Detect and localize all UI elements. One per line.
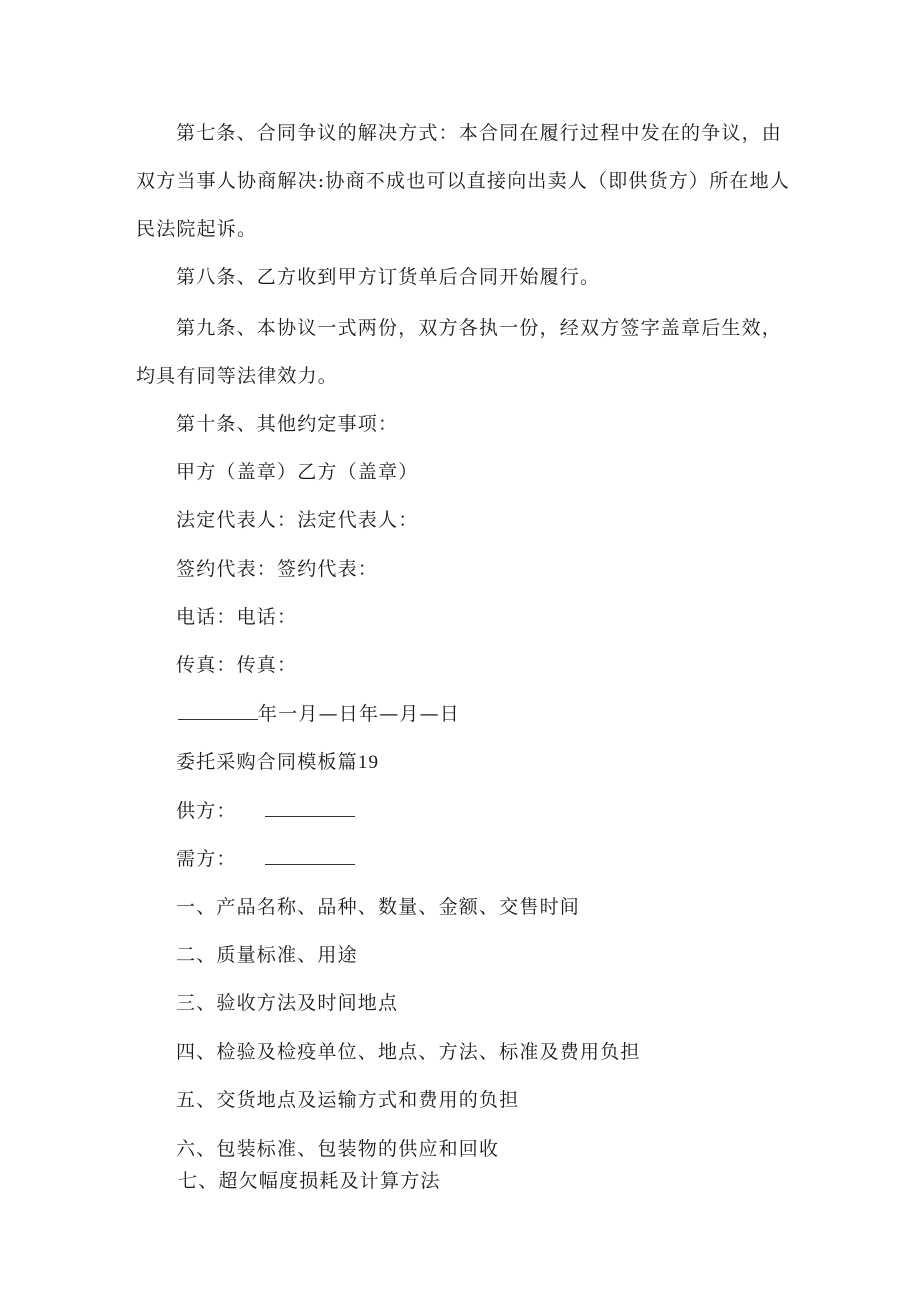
- item-1: 一、产品名称、品种、数量、金额、交售时间: [176, 896, 581, 918]
- buyer-line: [176, 846, 355, 871]
- item-3: 三、验收方法及时间地点: [176, 992, 399, 1014]
- item-7: 七、超欠幅度损耗及计算方法: [178, 1170, 441, 1192]
- article8: 第八条、乙方收到甲方订货单后合同开始履行。: [176, 266, 601, 288]
- buyer-label: 需方：: [176, 848, 237, 870]
- supplier-blank: [265, 798, 355, 817]
- item-5: 五、交货地点及运输方式和费用的负担: [176, 1089, 520, 1111]
- item-4: 四、检验及检疫单位、地点、方法、标准及费用负担: [176, 1041, 641, 1063]
- legal-representative: 法定代表人：法定代表人：: [176, 509, 419, 531]
- article7-line2: 双方当事人协商解决:协商不成也可以直接向出卖人（即供货方）所在地人: [136, 170, 791, 192]
- supplier-line: [176, 798, 355, 823]
- template-number: 19: [357, 752, 380, 773]
- item-2: 二、质量标准、用途: [176, 944, 358, 966]
- date-year-blank: [178, 701, 258, 720]
- fax-line: 传真：传真：: [176, 654, 298, 676]
- template-title: [176, 750, 379, 775]
- date-line: [178, 701, 460, 726]
- article7-line3: 民法院起诉。: [136, 218, 258, 240]
- party-seals: 甲方（盖章）乙方（盖章）: [176, 461, 419, 483]
- phone-line: 电话：电话：: [176, 606, 298, 628]
- buyer-blank: [265, 846, 355, 865]
- article7-line1: 第七条、合同争议的解决方式：本合同在履行过程中发在的争议，由: [176, 122, 783, 144]
- date-text: 年一月—日年—月—日: [258, 703, 461, 725]
- article9-line2: 均具有同等法律效力。: [136, 365, 339, 387]
- article10: 第十条、其他约定事项：: [176, 413, 399, 435]
- supplier-label: 供方：: [176, 800, 237, 822]
- template-title-text: 委托采购合同模板篇: [176, 751, 358, 773]
- article9-line1: 第九条、本协议一式两份，双方各执一份，经双方签字盖章后生效，: [176, 317, 783, 339]
- item-6: 六、包装标准、包装物的供应和回收: [176, 1138, 500, 1160]
- signing-representative: 签约代表：签约代表：: [176, 558, 379, 580]
